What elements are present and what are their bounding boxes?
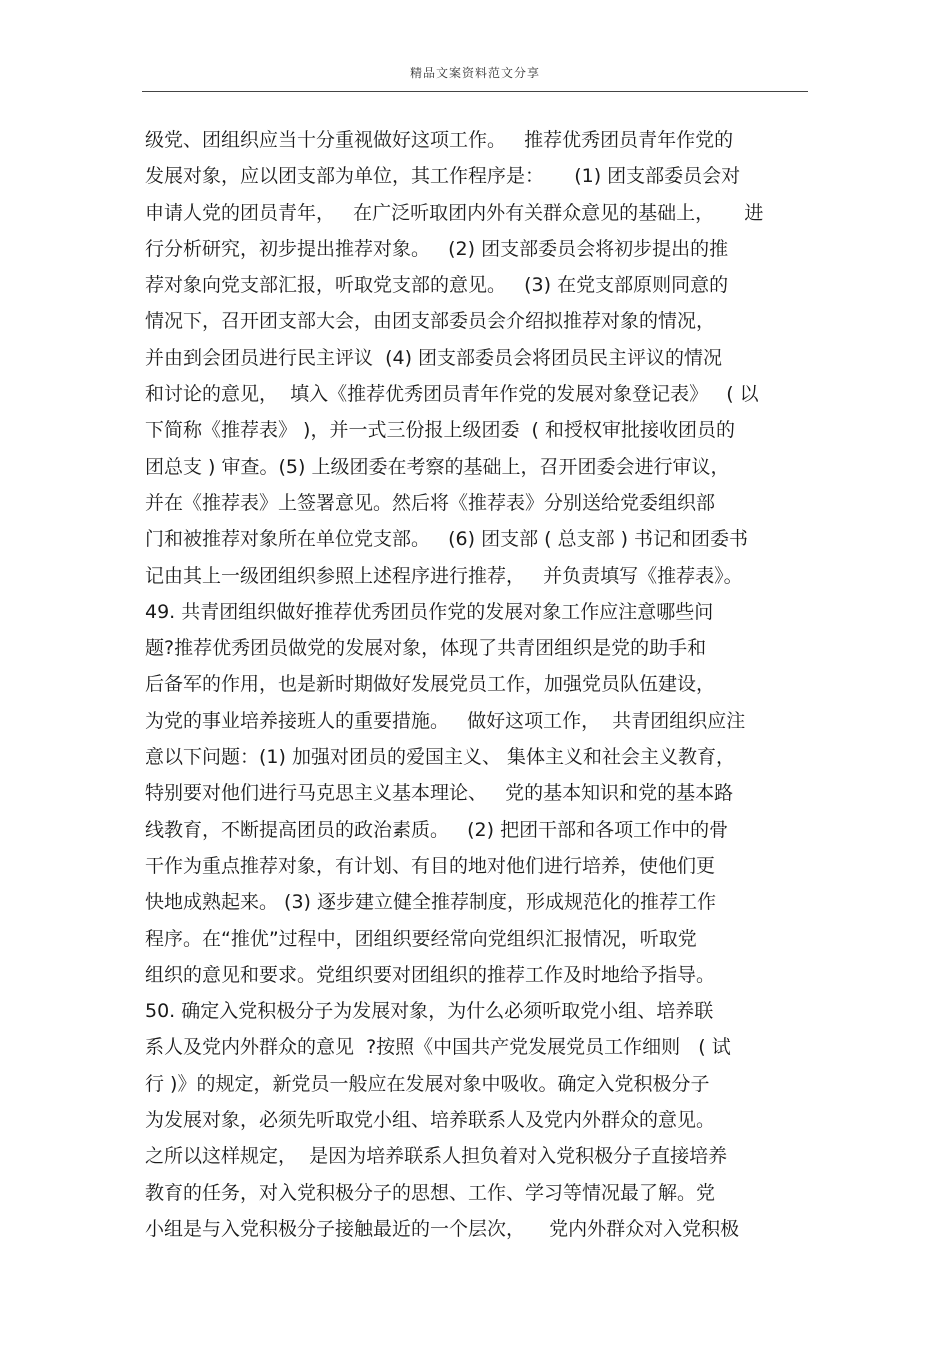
text-line: 荐对象向党支部汇报，听取党支部的意见。 (3) 在党支部原则同意的	[145, 274, 729, 297]
text-line: 行 )》的规定，新党员一般应在发展对象中吸收。确定入党积极分子	[145, 1072, 710, 1095]
body-text	[145, 122, 815, 1247]
page-header: 精品文案资料范文分享	[409, 66, 540, 80]
text-line: 题?推荐优秀团员做党的发展对象，体现了共青团组织是党的助手和	[145, 637, 707, 660]
text-line: 申请人党的团员青年， 在广泛听取团内外有关群众意见的基础上， 进	[145, 201, 764, 224]
text-line: 之所以这样规定， 是因为培养联系人担负着对入党积极分子直接培养	[145, 1145, 728, 1168]
text-line: 情况下，召开团支部大会，由团支部委员会介绍拟推荐对象的情况，	[145, 310, 716, 333]
text-line: 和讨论的意见， 填入《推荐优秀团员青年作党的发展对象登记表》 ( 以	[145, 383, 759, 406]
text-line: 教育的任务，对入党积极分子的思想、工作、学习等情况最了解。党	[145, 1181, 716, 1204]
text-line: 下简称《推荐表》 )，并一式三份报上级团委 ( 和授权审批接收团员的	[145, 419, 735, 442]
text-line: 为发展对象，必须先听取党小组、培养联系人及党内外群众的意见。	[145, 1109, 716, 1132]
text-line: 50. 确定入党积极分子为发展对象，为什么必须听取党小组、培养联	[145, 1000, 714, 1023]
text-line: 级党、团组织应当十分重视做好这项工作。 推荐优秀团员青年作党的	[145, 129, 734, 151]
text-line: 特别要对他们进行马克思主义基本理论、 党的基本知识和党的基本路	[145, 782, 734, 805]
header-divider	[142, 91, 808, 92]
text-line: 线教育，不断提高团员的政治素质。 (2) 把团干部和各项工作中的骨	[145, 818, 729, 841]
text-line: 后备军的作用，也是新时期做好发展党员工作，加强党员队伍建设，	[145, 673, 716, 696]
text-line: 意以下问题：(1) 加强对团员的爱国主义、 集体主义和社会主义教育，	[145, 746, 735, 769]
text-line: 小组是与入党积极分子接触最近的一个层次， 党内外群众对入党积极	[145, 1217, 740, 1240]
text-line: 记由其上一级团组织参照上述程序进行推荐， 并负责填写《推荐表》。	[145, 564, 743, 587]
text-line: 组织的意见和要求。党组织要对团组织的推荐工作及时地给予指导。	[145, 963, 716, 986]
text-line: 快地成熟起来。 (3) 逐步建立健全推荐制度，形成规范化的推荐工作	[145, 891, 716, 914]
text-line: 程序。在“推优”过程中，团组织要经常向党组织汇报情况，听取党	[145, 927, 697, 950]
text-line: 为党的事业培养接班人的重要措施。 做好这项工作， 共青团组织应注	[145, 709, 746, 732]
text-line: 干作为重点推荐对象，有计划、有目的地对他们进行培养，使他们更	[145, 854, 716, 877]
text-line: 系人及党内外群众的意见 ?按照《中国共产党发展党员工作细则 ( 试	[145, 1036, 731, 1059]
text-line: 并在《推荐表》上签署意见。然后将《推荐表》分别送给党委组织部	[145, 491, 716, 514]
text-line: 团总支 ) 审查。(5) 上级团委在考察的基础上，召开团委会进行审议，	[145, 455, 730, 478]
text-line: 门和被推荐对象所在单位党支部。 (6) 团支部 ( 总支部 ) 书记和团委书	[145, 528, 749, 551]
text-line: 并由到会团员进行民主评议 (4) 团支部委员会将团员民主评议的情况	[145, 346, 723, 369]
text-line: 行分析研究，初步提出推荐对象。 (2) 团支部委员会将初步提出的推	[145, 237, 729, 260]
text-line: 49. 共青团组织做好推荐优秀团员作党的发展对象工作应注意哪些问	[145, 600, 714, 623]
text-line: 发展对象，应以团支部为单位，其工作程序是： (1) 团支部委员会对	[145, 165, 741, 188]
